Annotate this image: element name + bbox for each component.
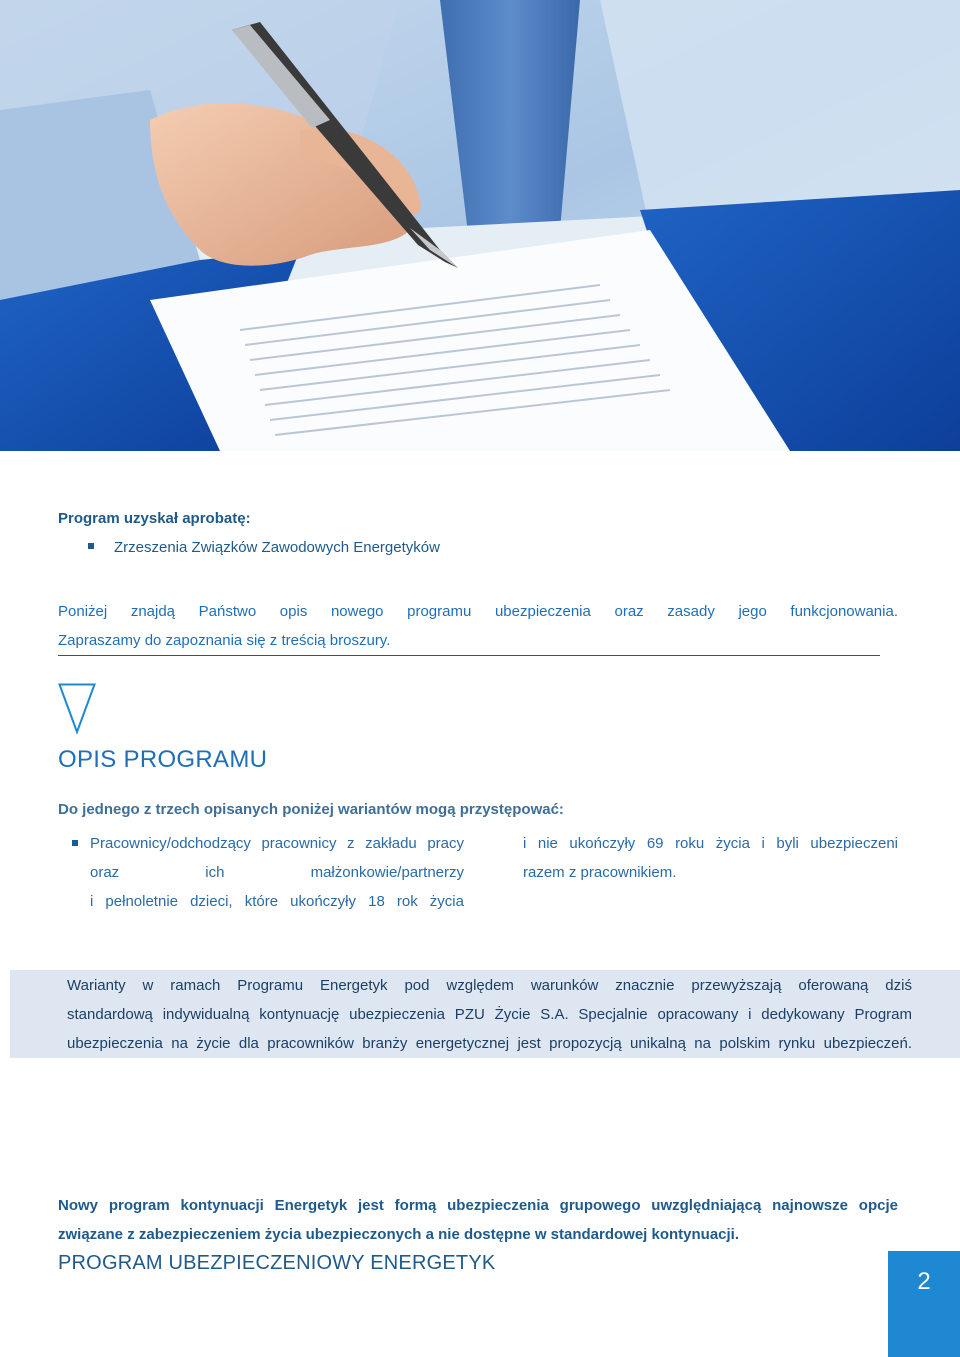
intro-line-2: Zapraszamy do zapoznania się z treścią broszury. [58,632,391,649]
eligibility-right-column [523,829,898,887]
page-number-box [888,1251,960,1357]
square-bullet-icon [72,840,78,846]
hero-illustration [0,0,960,451]
page-number: 2 [917,1268,931,1295]
variants-paragraph [67,971,912,1058]
divider [58,655,880,656]
eligibility-left-column [72,829,464,916]
closing-line-1: Nowy program kontynuacji Energetyk jest formą ubezpieczenia grupowego uwzględniającą najnowsze opcje [58,1197,898,1214]
eligibility-left-line-3: i pełnoletnie dzieci, które ukończyły 18 rok życia [90,893,464,910]
eligibility-heading: Do jednego z trzech opisanych poniżej wariantów mogą przystępować: [58,801,564,818]
section-title: OPIS PROGRAMU [58,746,268,773]
intro-line-1: Poniżej znajdą Państwo opis nowego programu ubezpieczenia oraz zasady jego funkcjonowania. [58,603,898,620]
square-bullet-icon [88,543,94,549]
closing-line-2: związane z zabezpieczeniem życia ubezpieczonych a nie dostępne w standardowej kontynuacji. [58,1226,740,1243]
hero-photo [0,0,960,451]
eligibility-right-line-1: i nie ukończyły 69 roku życia i byli ubezpieczeni [523,835,898,852]
approval-item-label: Zrzeszenia Związków Zawodowych Energetyków [114,539,440,556]
eligibility-left-line-2: oraz ich małżonkowie/partnerzy [90,864,464,881]
eligibility-right-line-2: razem z pracownikiem. [523,864,677,881]
variants-line-3: ubezpieczenia na życie dla pracowników branży energetycznej jest propozycją unikalną na polskim rynku ubezpieczeń. [67,1035,912,1052]
eligibility-left-line-1: Pracownicy/odchodzący pracownicy z zakładu pracy [90,835,464,852]
variants-line-1: Warianty w ramach Programu Energetyk pod względem warunków znacznie przewyższają oferowaną dziś [67,977,912,994]
intro-paragraph [58,597,898,655]
approval-heading: Program uzyskał aprobatę: [58,510,251,527]
variants-line-2: standardową indywidualną kontynuację ubezpieczenia PZU Życie S.A. Specjalnie opracowany i dedykowany Program [67,1006,912,1023]
closing-paragraph [58,1191,898,1249]
triangle-down-icon [58,683,96,735]
approval-list-item [88,539,440,556]
footer-title: PROGRAM UBEZPIECZENIOWY ENERGETYK [58,1252,496,1274]
